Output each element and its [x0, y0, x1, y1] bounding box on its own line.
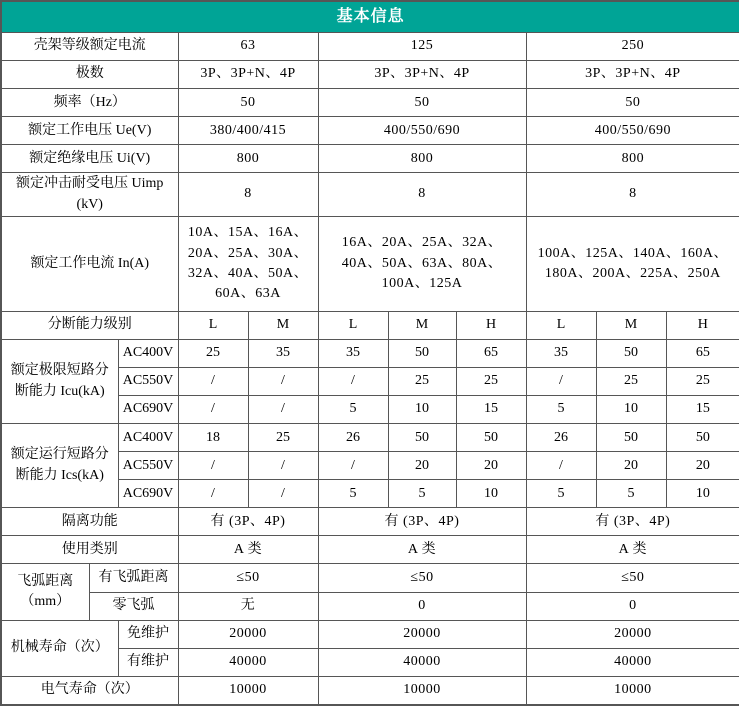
- row-uimp: [1, 173, 739, 217]
- cell-ics: 10: [666, 480, 739, 508]
- row-label: 分断能力级别: [1, 311, 178, 339]
- cell-icu: 15: [456, 396, 526, 424]
- sub-label: AC400V: [118, 424, 178, 452]
- cell-icu: 5: [318, 396, 388, 424]
- cell-ics: /: [178, 480, 248, 508]
- cell-ics: 50: [666, 424, 739, 452]
- row-label: 额定工作电压 Ue(V): [1, 117, 178, 145]
- row-category: [1, 536, 739, 564]
- cell-elec-250: 10000: [526, 676, 739, 705]
- sub-label: AC400V: [118, 339, 178, 367]
- cell-in-125: 16A、20A、25A、32A、40A、50A、63A、80A、100A、125A: [318, 216, 526, 311]
- row-label: 额定绝缘电压 Ui(V): [1, 145, 178, 173]
- cell-icu: /: [178, 368, 248, 396]
- row-frame-current: [1, 33, 739, 61]
- cell-in-63: 10A、15A、16A、20A、25A、30A、32A、40A、50A、60A、63A: [178, 216, 318, 311]
- sub-label: AC550V: [118, 368, 178, 396]
- cell-ics: /: [318, 452, 388, 480]
- cell-arc-63: ≤50: [178, 564, 318, 592]
- cell-class: L: [178, 311, 248, 339]
- sub-label: 有飞弧距离: [89, 564, 178, 592]
- cell-ui-250: 800: [526, 145, 739, 173]
- cell-ics: 26: [526, 424, 596, 452]
- cell-icu: 5: [526, 396, 596, 424]
- sub-label: AC690V: [118, 396, 178, 424]
- row-elec-life: [1, 676, 739, 705]
- cell-frame-125: 125: [318, 33, 526, 61]
- sub-label: 免维护: [118, 620, 178, 648]
- cell-ue-125: 400/550/690: [318, 117, 526, 145]
- cell-isolation-63: 有 (3P、4P): [178, 508, 318, 536]
- cell-icu: 35: [526, 339, 596, 367]
- row-label: 频率（Hz）: [1, 89, 178, 117]
- cell-frame-63: 63: [178, 33, 318, 61]
- row-ui: [1, 145, 739, 173]
- cell-uimp-125: 8: [318, 173, 526, 217]
- cell-icu: 10: [596, 396, 666, 424]
- row-label: 额定工作电流 In(A): [1, 216, 178, 311]
- cell-arc-250: ≤50: [526, 564, 739, 592]
- sub-label: AC690V: [118, 480, 178, 508]
- cell-ics: 5: [318, 480, 388, 508]
- cell-frame-250: 250: [526, 33, 739, 61]
- cell-ue-63: 380/400/415: [178, 117, 318, 145]
- row-arc-with: [1, 564, 739, 592]
- row-label: 电气寿命（次）: [1, 676, 178, 705]
- cell-mech-with-125: 40000: [318, 648, 526, 676]
- cell-icu: 25: [666, 368, 739, 396]
- cell-arc-125: ≤50: [318, 564, 526, 592]
- cell-class: L: [318, 311, 388, 339]
- cell-freq-250: 50: [526, 89, 739, 117]
- cell-category-125: A 类: [318, 536, 526, 564]
- cell-icu: /: [248, 368, 318, 396]
- cell-ics: 25: [248, 424, 318, 452]
- cell-mech-free-125: 20000: [318, 620, 526, 648]
- cell-icu: 15: [666, 396, 739, 424]
- cell-uimp-250: 8: [526, 173, 739, 217]
- row-breaking-class: [1, 311, 739, 339]
- row-arc-zero: [1, 592, 739, 620]
- cell-class: L: [526, 311, 596, 339]
- cell-ics: 18: [178, 424, 248, 452]
- cell-ics: 5: [526, 480, 596, 508]
- cell-ics: 20: [596, 452, 666, 480]
- cell-ue-250: 400/550/690: [526, 117, 739, 145]
- cell-category-63: A 类: [178, 536, 318, 564]
- cell-elec-125: 10000: [318, 676, 526, 705]
- cell-icu: /: [526, 368, 596, 396]
- row-label-icu: 额定极限短路分断能力 Icu(kA): [1, 339, 118, 423]
- cell-ics: 5: [388, 480, 456, 508]
- row-label: 隔离功能: [1, 508, 178, 536]
- cell-icu: 25: [596, 368, 666, 396]
- cell-in-250: 100A、125A、140A、160A、180A、200A、225A、250A: [526, 216, 739, 311]
- cell-ui-63: 800: [178, 145, 318, 173]
- cell-mech-with-250: 40000: [526, 648, 739, 676]
- cell-isolation-250: 有 (3P、4P): [526, 508, 739, 536]
- row-label: 额定冲击耐受电压 Uimp (kV): [1, 173, 178, 217]
- table-title-row: [1, 1, 739, 33]
- cell-icu: /: [248, 396, 318, 424]
- cell-mech-free-63: 20000: [178, 620, 318, 648]
- cell-class: H: [666, 311, 739, 339]
- cell-icu: 50: [388, 339, 456, 367]
- cell-icu: 35: [318, 339, 388, 367]
- cell-ics: 50: [388, 424, 456, 452]
- row-poles: [1, 61, 739, 89]
- cell-ics: 50: [596, 424, 666, 452]
- cell-poles-250: 3P、3P+N、4P: [526, 61, 739, 89]
- cell-freq-125: 50: [318, 89, 526, 117]
- row-icu-ac400v: [1, 339, 739, 367]
- cell-ics: 20: [388, 452, 456, 480]
- cell-ics: 50: [456, 424, 526, 452]
- cell-ics: 5: [596, 480, 666, 508]
- row-mech-maintfree: [1, 620, 739, 648]
- sub-label: AC550V: [118, 452, 178, 480]
- row-isolation: [1, 508, 739, 536]
- cell-icu: 65: [666, 339, 739, 367]
- cell-ui-125: 800: [318, 145, 526, 173]
- cell-uimp-63: 8: [178, 173, 318, 217]
- cell-icu: 25: [456, 368, 526, 396]
- row-ics-ac400v: [1, 424, 739, 452]
- cell-ics: /: [248, 452, 318, 480]
- row-label: 使用类别: [1, 536, 178, 564]
- cell-ics: 20: [456, 452, 526, 480]
- row-ue: [1, 117, 739, 145]
- cell-poles-63: 3P、3P+N、4P: [178, 61, 318, 89]
- cell-icu: 50: [596, 339, 666, 367]
- row-label-mech-life: 机械寿命（次）: [1, 620, 118, 676]
- cell-icu: /: [178, 396, 248, 424]
- cell-class: H: [456, 311, 526, 339]
- table-title: 基本信息: [1, 1, 739, 33]
- row-label-ics: 额定运行短路分断能力 Ics(kA): [1, 424, 118, 508]
- cell-ics: 26: [318, 424, 388, 452]
- cell-ics: 20: [666, 452, 739, 480]
- cell-category-250: A 类: [526, 536, 739, 564]
- cell-class: M: [248, 311, 318, 339]
- cell-zeroarc-63: 无: [178, 592, 318, 620]
- cell-freq-63: 50: [178, 89, 318, 117]
- cell-mech-free-250: 20000: [526, 620, 739, 648]
- cell-mech-with-63: 40000: [178, 648, 318, 676]
- row-label: 壳架等级额定电流: [1, 33, 178, 61]
- cell-class: M: [388, 311, 456, 339]
- cell-icu: 25: [178, 339, 248, 367]
- cell-isolation-125: 有 (3P、4P): [318, 508, 526, 536]
- cell-ics: 10: [456, 480, 526, 508]
- row-frequency: [1, 89, 739, 117]
- cell-zeroarc-250: 0: [526, 592, 739, 620]
- cell-icu: 10: [388, 396, 456, 424]
- cell-icu: /: [318, 368, 388, 396]
- cell-icu: 65: [456, 339, 526, 367]
- row-in-current: [1, 216, 739, 311]
- row-label: 极数: [1, 61, 178, 89]
- cell-class: M: [596, 311, 666, 339]
- cell-ics: /: [248, 480, 318, 508]
- cell-ics: /: [178, 452, 248, 480]
- cell-ics: /: [526, 452, 596, 480]
- row-label-arc: 飞弧距离（mm）: [1, 564, 89, 620]
- cell-poles-125: 3P、3P+N、4P: [318, 61, 526, 89]
- cell-zeroarc-125: 0: [318, 592, 526, 620]
- cell-icu: 25: [388, 368, 456, 396]
- sub-label: 零飞弧: [89, 592, 178, 620]
- cell-icu: 35: [248, 339, 318, 367]
- sub-label: 有维护: [118, 648, 178, 676]
- cell-elec-63: 10000: [178, 676, 318, 705]
